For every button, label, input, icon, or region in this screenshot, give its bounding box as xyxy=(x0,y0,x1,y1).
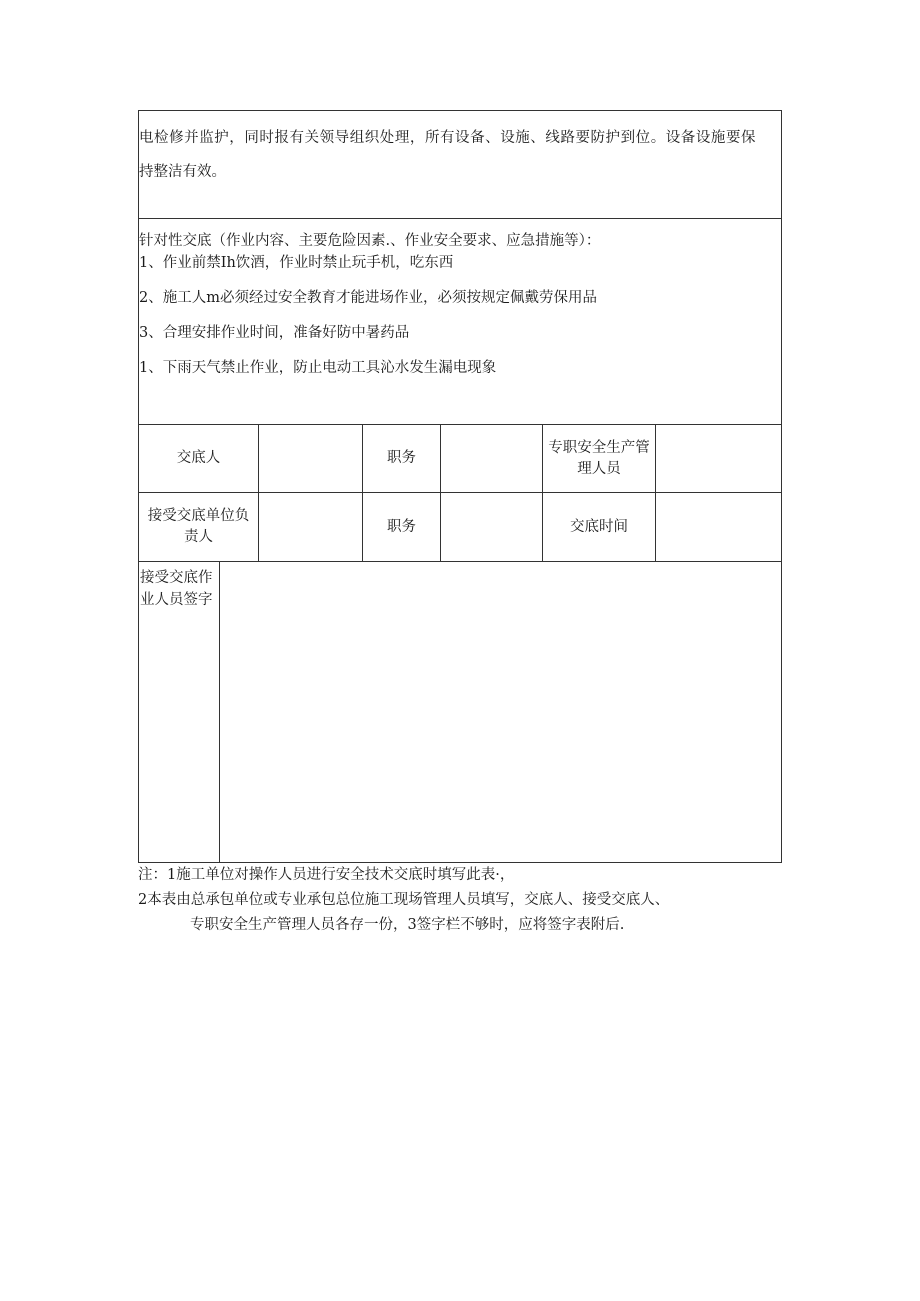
top-section-line-1: 电检修并监护，同时报有关领导组织处理，所有设备、设施、线路要防护到位。设备设施要保 xyxy=(139,130,757,146)
note-line-1: 注：1施工单位对操作人员进行安全技术交底时填写此表·， xyxy=(138,867,515,883)
briefing-time-label xyxy=(543,493,655,561)
receiving-unit-leader-label xyxy=(139,493,258,561)
safety-manager-label-text: 专职安全生产管理人员 xyxy=(548,439,650,477)
position-label-2-text: 职务 xyxy=(387,518,416,535)
briefing-time-label-text: 交底时间 xyxy=(570,518,628,535)
briefing-item: 1、下雨天气禁止作业，防止电动工具沁水发生漏电现象 xyxy=(139,360,497,376)
safety-manager-label xyxy=(543,425,655,492)
receiving-unit-leader-label-text: 接受交底单位负责人 xyxy=(147,508,250,545)
position-value-cell-2[interactable] xyxy=(441,493,542,561)
briefer-label-text: 交底人 xyxy=(176,450,221,466)
position-label-text: 职务 xyxy=(387,450,416,466)
receiving-unit-leader-value-cell[interactable] xyxy=(259,493,362,561)
briefer-value-cell[interactable] xyxy=(259,425,362,492)
safety-manager-value-cell[interactable] xyxy=(656,425,781,492)
position-value-cell[interactable] xyxy=(441,425,542,492)
briefing-item: 1、作业前禁Ih饮酒，作业时禁止玩手机，吃东西 xyxy=(139,255,454,271)
briefing-item: 2、施工人m必须经过安全教育才能进场作业，必须按规定佩戴劳保用品 xyxy=(139,290,597,306)
briefer-label xyxy=(139,425,258,492)
note-line-3: 专职安全生产管理人员各存一份，3签字栏不够时，应将签字表附后. xyxy=(190,917,625,933)
position-label xyxy=(363,425,440,492)
frame-bottom-border xyxy=(138,862,782,863)
workers-signature-area[interactable] xyxy=(220,562,781,862)
frame-top-border xyxy=(138,110,782,111)
top-section-line-2: 持整洁有效。 xyxy=(139,164,226,180)
briefing-item: 3、合理安排作业时间，准备好防中暑药品 xyxy=(139,325,410,341)
section-divider xyxy=(138,218,782,219)
note-line-2: 2本表由总承包单位或专业承包总位施工现场管理人员填写，交底人、接受交底人、 xyxy=(138,892,670,908)
position-label-2 xyxy=(363,493,440,561)
briefing-heading: 针对性交底（作业内容、主要危险因素.、作业安全要求、应急措施等）： xyxy=(139,233,601,249)
workers-signature-label: 接受交底作业人员签字 xyxy=(140,570,213,608)
briefing-time-value-cell[interactable] xyxy=(656,493,781,561)
